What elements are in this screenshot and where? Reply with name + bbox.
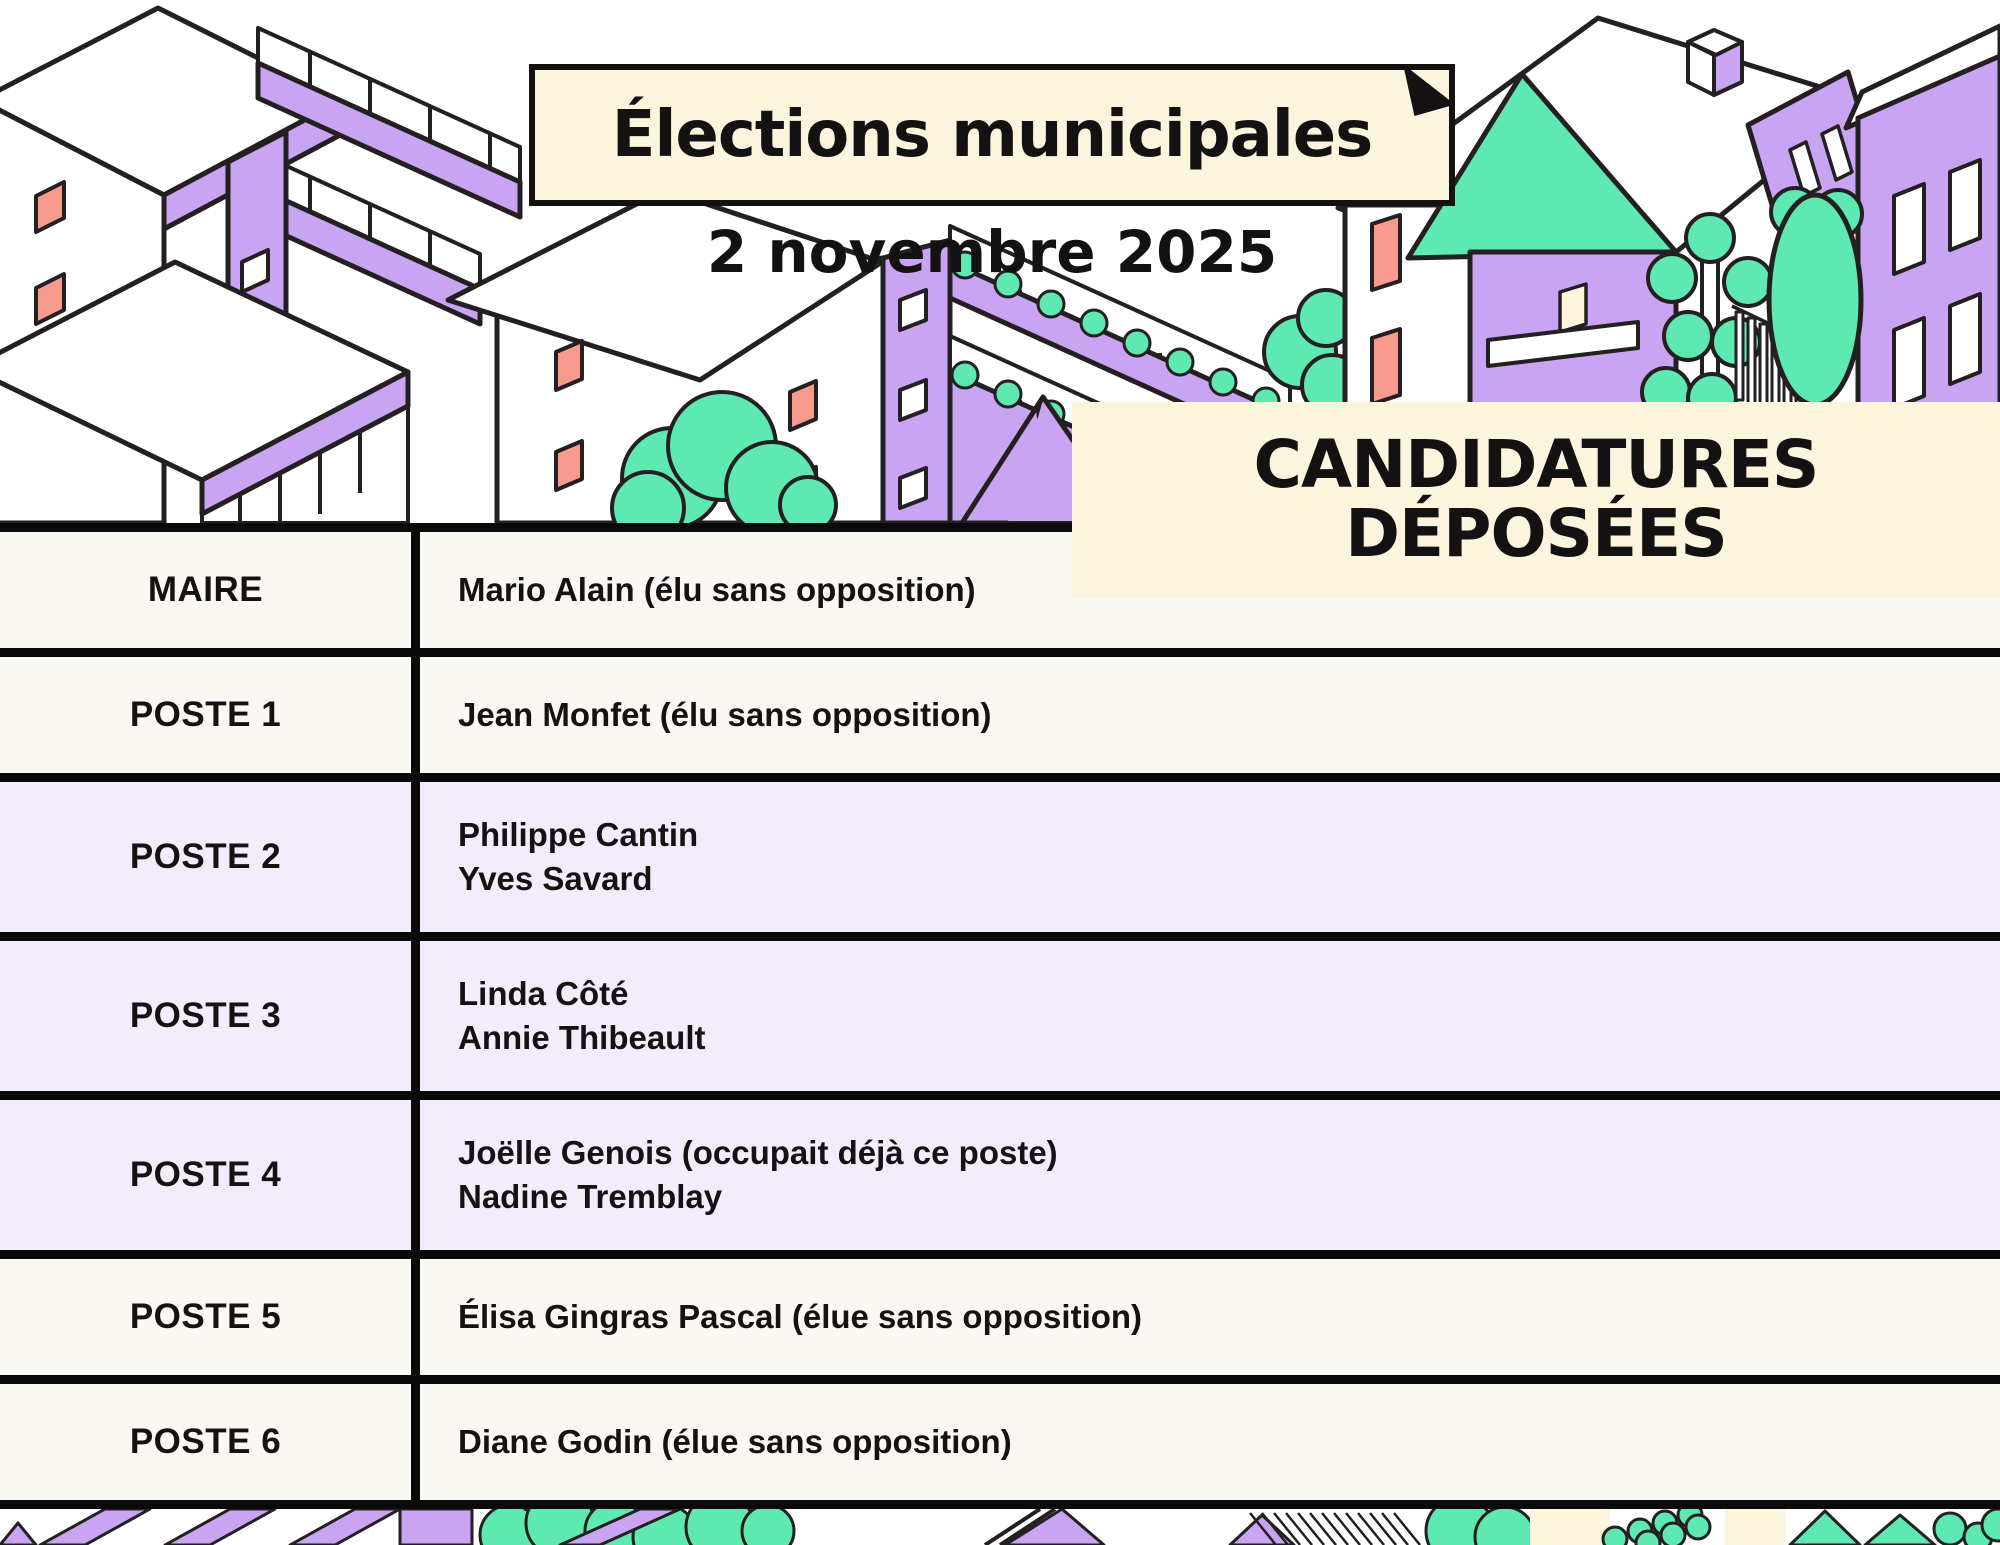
candidate-name: Jean Monfet (élu sans opposition) xyxy=(458,695,992,733)
candidate-name: Linda Côté xyxy=(458,974,629,1012)
bottom-strip xyxy=(0,1509,2000,1545)
title-banner xyxy=(529,64,1455,206)
candidate-name: Nadine Tremblay xyxy=(458,1178,723,1215)
candidate-name: Annie Thibeault xyxy=(458,1019,706,1056)
table-row xyxy=(0,1100,2000,1259)
candidate-name: Mario Alain (élu sans opposition) xyxy=(458,570,976,608)
candidate-name: Élisa Gingras Pascal (élue sans opposition) xyxy=(458,1297,1143,1335)
table-row xyxy=(0,657,2000,782)
position-cell: MAIRE xyxy=(0,532,420,648)
candidatures-heading-box xyxy=(1072,402,2000,598)
candidates-cell xyxy=(420,1384,2000,1500)
table-row xyxy=(0,782,2000,941)
candidates-cell xyxy=(420,657,2000,773)
election-date: 2 novembre 2025 xyxy=(706,218,1278,286)
candidate-name: Diane Godin (élue sans opposition) xyxy=(458,1422,1012,1460)
table-row xyxy=(0,941,2000,1100)
candidates-table xyxy=(0,523,2000,1509)
banner-fold-icon xyxy=(1403,64,1455,116)
position-cell: POSTE 4 xyxy=(0,1100,420,1250)
candidatures-heading-line1: CANDIDATURES xyxy=(1253,426,1819,504)
position-cell: POSTE 6 xyxy=(0,1384,420,1500)
candidates-cell xyxy=(420,941,2000,1091)
table-row xyxy=(0,1384,2000,1509)
candidates-cell xyxy=(420,1100,2000,1250)
candidates-cell xyxy=(420,1259,2000,1375)
rooftops-illustration-icon xyxy=(0,1509,2000,1545)
candidate-name: Yves Savard xyxy=(458,860,653,897)
position-cell: POSTE 1 xyxy=(0,657,420,773)
position-cell: POSTE 5 xyxy=(0,1259,420,1375)
position-cell: POSTE 3 xyxy=(0,941,420,1091)
candidate-name: Joëlle Genois (occupait déjà ce poste) xyxy=(458,1133,1058,1171)
table-row xyxy=(0,1259,2000,1384)
candidates-cell xyxy=(420,782,2000,932)
page-title: Élections municipales xyxy=(611,98,1373,172)
position-cell: POSTE 2 xyxy=(0,782,420,932)
candidate-name: Philippe Cantin xyxy=(458,815,699,853)
candidatures-heading-line2: DÉPOSÉES xyxy=(1345,495,1727,572)
